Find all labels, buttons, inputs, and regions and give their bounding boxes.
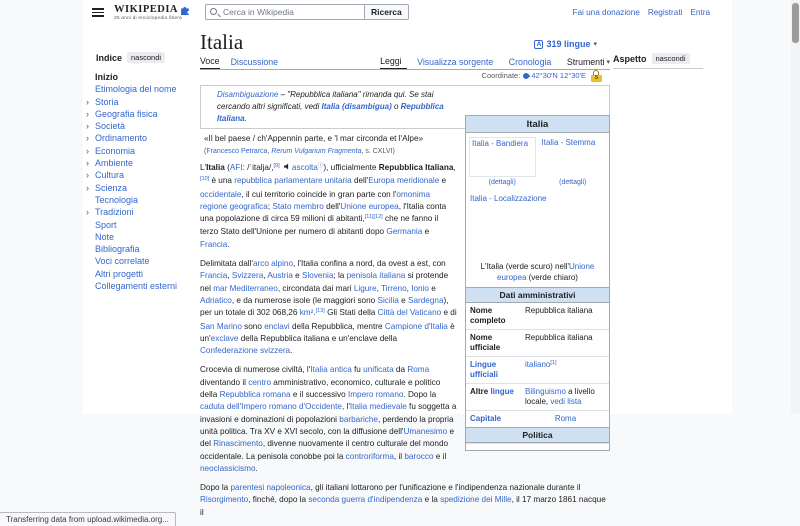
stemma-details-link[interactable]: (dettagli) (559, 179, 587, 186)
wiki-link[interactable]: Umanesimo (403, 426, 448, 436)
infobox-row-label (466, 386, 522, 408)
toc-item-label[interactable]: Etimologia del nome (95, 84, 177, 95)
coordinates-label: Coordinate: (481, 71, 521, 80)
infobox-stemma-cell (540, 137, 607, 189)
toc-item-label[interactable]: Voci correlate (95, 256, 150, 267)
text-run: che ne fanno il terzo Stato dell'Unione per numero di abitanti dopo (200, 214, 439, 237)
toc-item-label[interactable]: Società (95, 121, 126, 132)
infobox-section-admin: Dati amministrativi (466, 287, 609, 303)
logo-wordmark: WIKIPEDIA (114, 4, 179, 15)
toc-item-label[interactable]: Storia (95, 96, 119, 107)
wiki-link[interactable]: [10] (200, 176, 210, 183)
wiki-link[interactable]: Austria (267, 271, 293, 281)
infobox-row-value (522, 305, 609, 327)
site-header (83, 0, 732, 26)
text-run: e (398, 295, 408, 305)
wiki-link[interactable]: Rinascimento (213, 439, 263, 449)
view-tabs (380, 56, 610, 69)
toc-item-label[interactable]: Tecnologia (95, 194, 139, 205)
search-icon (210, 8, 217, 15)
stemma-image-link[interactable]: Italia - Stemma (541, 138, 596, 147)
coordinates-line (200, 70, 610, 85)
wiki-link[interactable]: Italia antica (310, 365, 352, 375)
wikipedia-page-container (83, 0, 732, 517)
wiki-link[interactable]: Unione europea (340, 201, 399, 211)
text-run: ), ufficialmente (323, 163, 379, 172)
text-run: . (255, 463, 258, 473)
wiki-link[interactable]: Impero romano (347, 390, 404, 400)
expand-chevron-icon[interactable] (86, 182, 95, 194)
wiki-link[interactable]: Repubblica romana (219, 390, 291, 400)
text-run: Nome completo (470, 306, 506, 325)
article-tabs (200, 55, 610, 70)
toc-item[interactable] (86, 169, 196, 181)
wiki-link[interactable]: Ionio (411, 283, 429, 293)
wiki-link[interactable]: Lingue ufficiali (470, 360, 499, 379)
toc-item[interactable] (86, 243, 196, 255)
text-run: e il (433, 451, 447, 461)
toc-hide-button[interactable]: nascondi (127, 52, 165, 63)
puzzle-globe-icon (180, 4, 191, 15)
infobox-title: Italia (466, 116, 609, 133)
infobox (465, 115, 610, 451)
text-run: , il 17 marzo 1861 nacque il (200, 495, 606, 517)
expand-chevron-icon[interactable] (86, 145, 95, 157)
wiki-link[interactable]: [13] (315, 308, 325, 315)
protection-padlock-icon[interactable]: S (591, 70, 602, 82)
expand-chevron-icon[interactable] (86, 206, 95, 218)
wiki-link[interactable]: Slovenia (301, 271, 334, 281)
toc-item-label[interactable]: Tradizioni (95, 207, 134, 218)
toc-item[interactable] (86, 231, 196, 243)
infobox-row-value (522, 332, 609, 354)
text-run: , il cui territorio coincide in gran parte con l' (241, 189, 397, 199)
toc-item-label[interactable]: Ordinamento (95, 133, 148, 144)
text-run: , gli italiani lottarono per l'unificazione e l'indipendenza nazionale durante il (310, 483, 581, 493)
toc-item[interactable] (86, 108, 196, 120)
tab[interactable]: Cronologia (508, 56, 552, 67)
text-run: dell' (351, 176, 369, 186)
text-run: , l'Italia conta una popolazione di circa 59 milioni di abitanti, (200, 201, 447, 224)
toc-item-label[interactable]: Sport (95, 219, 117, 230)
chevron-down-icon (606, 58, 610, 66)
toc-item[interactable] (86, 206, 196, 218)
search-bar (205, 4, 409, 20)
infobox-section-politics: Politica (466, 427, 609, 443)
infobox-rows (466, 303, 609, 427)
text-run: ; (267, 201, 273, 211)
appearance-title: Aspetto (613, 53, 647, 64)
wiki-link[interactable]: Italia (disambigua) (321, 102, 392, 111)
text-run: e (428, 283, 436, 293)
toc-item-label[interactable]: Scienza (95, 182, 128, 193)
chevron-down-icon (593, 40, 597, 48)
text-run: amministrativo, economico, culturale e politico della (200, 377, 441, 400)
wiki-link[interactable]: Ligure (353, 283, 377, 293)
wiki-link[interactable]: lingue (490, 387, 515, 396)
toc-item[interactable] (86, 255, 196, 267)
wiki-link[interactable]: repubblica parlamentare unitaria (234, 176, 352, 186)
wiki-link[interactable]: Francesco Petrarca (206, 148, 268, 155)
expand-chevron-icon[interactable] (86, 96, 95, 108)
toc-item[interactable] (86, 157, 196, 169)
text-run: , s. CXLVI) (361, 148, 395, 155)
text-run: Altre (470, 387, 491, 396)
search-box[interactable] (205, 4, 365, 20)
text-run: e il successivo (290, 390, 348, 400)
tab[interactable]: Strumenti ▾ (567, 57, 610, 69)
infobox-row-label (466, 413, 522, 425)
wiki-link[interactable]: exclave (210, 333, 239, 343)
text-run: Dopo la (200, 483, 231, 493)
namespace-tabs (200, 56, 278, 69)
text-run: , (376, 283, 381, 293)
toc-item-label[interactable]: Altri progetti (95, 268, 144, 279)
text-run: Repubblica Italiana (378, 163, 454, 172)
expand-chevron-icon[interactable] (86, 108, 95, 120)
wiki-link[interactable]: Svizzera (231, 271, 264, 281)
text-run: Nome ufficiale (470, 333, 501, 352)
text-run: . (313, 308, 316, 318)
text-run: e del (200, 426, 455, 449)
text-run: diventando il (200, 377, 249, 387)
text-run: , l' (341, 402, 350, 412)
wiki-link[interactable]: Confederazione svizzera (200, 346, 291, 356)
wiki-link[interactable]: Sardegna (408, 295, 444, 305)
infobox-row-label (466, 359, 522, 381)
appearance-panel-header (613, 53, 703, 69)
toc-item[interactable] (86, 194, 196, 206)
toc-item-label[interactable]: Bibliografia (95, 244, 140, 255)
page-title: Italia (200, 30, 244, 54)
text-run: , (267, 148, 272, 155)
text-run: , e da numerose isole (le maggiori sono (231, 295, 378, 305)
text-run: ; la (333, 271, 347, 281)
wiki-link[interactable]: ⓘ (317, 163, 324, 169)
wiki-link[interactable]: omonima regione geografica (200, 189, 431, 211)
infobox-row-value (522, 359, 609, 381)
wiki-link[interactable]: Adriatico (200, 295, 232, 305)
personal-links (572, 8, 710, 17)
wiki-link[interactable]: Francia (200, 271, 228, 281)
text-run: ), per un totale di 302 068,26 (200, 295, 449, 318)
text-run: sono (241, 321, 265, 331)
text-run: . (227, 239, 230, 249)
expand-chevron-icon[interactable] (86, 132, 95, 144)
text-run: e di (441, 308, 457, 318)
toc-list (86, 71, 196, 292)
infobox-row (466, 410, 609, 427)
paragraph (200, 482, 610, 519)
infobox-map-cell (466, 191, 609, 262)
text-run: (verde chiaro) (526, 272, 578, 282)
text-run: Repubblica italiana (525, 333, 593, 342)
toc-item-label[interactable]: Economia (95, 145, 136, 156)
text-run: «Il bel paese / ch'Appennin parte, e 'l mar circonda et l'Alpe» (204, 134, 424, 143)
wiki-link[interactable]: italiano (525, 360, 551, 369)
header-link[interactable]: Registrati (647, 8, 683, 17)
wiki-link[interactable]: [11][12] (364, 214, 383, 221)
text-run: è una (209, 176, 235, 186)
infobox-row (466, 356, 609, 383)
audio-icon[interactable] (284, 163, 291, 170)
text-run: , il (393, 451, 405, 461)
wiki-link[interactable]: controriforma (345, 451, 394, 461)
toc-item[interactable] (86, 280, 196, 292)
toc-item-label[interactable]: Geografia fisica (95, 108, 158, 119)
wiki-link[interactable]: occidentale (200, 189, 242, 199)
text-run: o (391, 102, 401, 111)
wiki-link[interactable]: Disambiguazione (217, 90, 279, 99)
language-selector[interactable] (534, 39, 597, 49)
wiki-link[interactable]: parentesi napoleonica (230, 483, 311, 493)
header-link[interactable]: Fai una donazione (572, 8, 640, 17)
hamburger-menu-icon[interactable] (92, 8, 104, 17)
text-run: dell' (323, 201, 341, 211)
infobox-row (466, 303, 609, 329)
infobox-map-caption (466, 262, 609, 287)
tab[interactable]: Leggi (380, 56, 407, 69)
text-run: , circondata dai mari (277, 283, 354, 293)
expand-chevron-icon[interactable] (86, 120, 95, 132)
text-run: fu (351, 365, 364, 375)
wiki-link[interactable]: arco alpino (252, 259, 294, 269)
toc-title: Indice (96, 52, 123, 63)
toc-item[interactable] (86, 219, 196, 231)
text-run: : /ˈitalja/, (242, 163, 274, 172)
wiki-link[interactable]: enclavi (264, 321, 290, 331)
toc-item[interactable] (86, 182, 196, 194)
text-run: L' (200, 163, 207, 172)
text-run: – "Repubblica italiana" rimanda qui. Se stai cercando altri significati, vedi (217, 90, 434, 111)
text-run: , perdendo la propria unità politica. Tra XV e XVI secolo, con la diffusione dell' (200, 414, 454, 436)
expand-chevron-icon[interactable] (86, 169, 95, 181)
coordinates-value[interactable]: 42°30′N 12°30′E (531, 71, 586, 80)
flag-image-link[interactable]: Italia - Bandiera (472, 139, 529, 148)
text-run: si protende nel (200, 271, 449, 293)
text-run: Italia (206, 163, 225, 172)
text-run: della Repubblica italiana e un'enclave della (238, 333, 398, 343)
text-run: , (227, 271, 232, 281)
text-run: e la (422, 495, 441, 505)
wiki-link[interactable]: caduta dell'Impero romano d'Occidente (200, 402, 342, 412)
text-run: , (263, 271, 268, 281)
map-pin-icon (522, 72, 530, 80)
wiki-link[interactable]: Francia (200, 239, 228, 249)
text-run: Repubblica italiana (525, 306, 593, 315)
toc-item[interactable] (86, 120, 196, 132)
infobox-row-value (522, 413, 609, 425)
language-icon: A (534, 40, 543, 49)
toc-item[interactable] (86, 145, 196, 157)
wiki-link[interactable]: Roma (554, 414, 577, 423)
text-run: , (453, 163, 456, 172)
wiki-link[interactable]: spedizione dei Mille (440, 495, 512, 505)
wiki-link[interactable]: Repubblica Italiana (217, 102, 444, 123)
tab[interactable]: Voce (200, 56, 220, 69)
wiki-link[interactable]: Bilinguismo (525, 387, 566, 396)
wiki-link[interactable]: neoclassicismo (200, 463, 256, 473)
text-run: da (393, 365, 408, 375)
toc-item-label[interactable]: Ambiente (95, 158, 134, 169)
text-run: , divenne nuovamente il centro culturale del mondo occidentale. La penisola conobbe poi la (200, 439, 449, 461)
scrollbar-track[interactable] (791, 0, 800, 414)
wiki-link[interactable]: Capitale (470, 414, 502, 423)
infobox-row-label (466, 305, 522, 327)
infobox-row (466, 329, 609, 356)
wiki-link[interactable]: Rerum Vulgarium Fragmenta (271, 148, 362, 155)
wiki-link[interactable]: Risorgimento (200, 495, 249, 505)
text-run: , (406, 283, 412, 293)
search-button[interactable]: Ricerca (365, 4, 409, 20)
infobox-flag-cell (469, 137, 536, 189)
wiki-link[interactable]: seconda guerra d'indipendenza (308, 495, 423, 505)
text-run: . (290, 346, 293, 356)
wiki-link[interactable]: Germania (386, 227, 423, 237)
infobox-row-value (522, 386, 609, 408)
wiki-link[interactable]: mar Mediterraneo (213, 283, 278, 293)
browser-status-bar: Transferring data from upload.wikimedia.org... (0, 512, 176, 526)
text-run: e (422, 227, 430, 237)
tab[interactable]: Visualizza sorgente (417, 56, 494, 67)
wiki-link[interactable]: Europa meridionale (368, 176, 440, 186)
text-run: L'Italia (verde scuro) nell' (480, 262, 570, 271)
text-run: e (292, 271, 302, 281)
toc-item[interactable] (86, 83, 196, 95)
wiki-link[interactable]: Roma (407, 365, 430, 375)
flag-details-link[interactable]: (dettagli) (488, 179, 516, 186)
text-run: Delimitata dall' (200, 259, 253, 269)
map-image-link[interactable]: Italia - Localizzazione (470, 194, 547, 203)
header-link[interactable]: Entra (690, 8, 710, 17)
wiki-link[interactable]: centro (248, 377, 272, 387)
wiki-link[interactable]: San Marino (200, 321, 242, 331)
text-run: . (244, 114, 247, 123)
text-run: ( (204, 148, 207, 155)
wiki-link[interactable]: Città del Vaticano (377, 308, 442, 318)
wiki-link[interactable]: km² (299, 308, 314, 318)
wiki-link[interactable]: penisola italiana (346, 271, 406, 281)
wiki-link[interactable]: Sicilia (377, 295, 399, 305)
appearance-hide-button[interactable]: nascondi (652, 53, 690, 64)
text-run: Gli Stati della (324, 308, 378, 318)
toc-item-label[interactable]: Collegamenti esterni (95, 281, 178, 292)
wiki-link[interactable]: unificata (363, 365, 394, 375)
text-run: a livello locale, (525, 387, 595, 406)
toc-item-label[interactable]: Inizio (95, 72, 118, 82)
wiki-link[interactable]: barbariche (339, 414, 378, 424)
text-run: è un' (200, 321, 455, 343)
text-run: e (439, 176, 447, 186)
wiki-link[interactable]: barocco (404, 451, 434, 461)
scrollbar-thumb[interactable] (792, 3, 799, 43)
text-run: , l'Italia confina a nord, da ovest a est, con (293, 259, 446, 269)
text-run: , finché, dopo la (248, 495, 309, 505)
text-run: Crocevia di numerose civiltà, l' (200, 365, 311, 375)
wiki-link[interactable]: [9] (273, 163, 280, 169)
infobox-row (466, 383, 609, 410)
wiki-link[interactable]: Italia medievale (349, 402, 407, 412)
table-of-contents (86, 52, 196, 292)
wiki-link[interactable]: Stato membro (272, 201, 324, 211)
expand-chevron-icon[interactable] (86, 157, 95, 169)
logo-tagline: 25 anni di enciclopedia libera (114, 16, 182, 21)
wiki-link[interactable]: Tirreno (381, 283, 407, 293)
wiki-link[interactable]: vedi lista (550, 397, 582, 406)
wiki-link[interactable]: [1] (550, 360, 557, 366)
toc-item[interactable] (86, 71, 196, 83)
infobox-row-label (466, 332, 522, 354)
text-run: ( (224, 163, 230, 172)
wiki-link[interactable]: ascolta (291, 163, 318, 172)
toc-item-label[interactable]: Cultura (95, 170, 125, 181)
text-run: fu soggetta a invasioni e dominazioni di popolazioni (200, 402, 457, 424)
text-run: . Dopo la (403, 390, 437, 400)
toc-item-label[interactable]: Note (95, 231, 115, 242)
article-content (200, 70, 610, 526)
language-count-label: 319 lingue (546, 39, 591, 49)
wikipedia-logo[interactable] (114, 4, 191, 21)
toc-item[interactable] (86, 132, 196, 144)
tab[interactable]: Discussione (230, 56, 279, 67)
wiki-link[interactable]: Unione europea (497, 262, 595, 282)
toc-item[interactable] (86, 96, 196, 108)
text-run: della Repubblica, mentre (289, 321, 385, 331)
wiki-link[interactable]: Campione d'Italia (384, 321, 448, 331)
wiki-link[interactable]: AFI (229, 163, 243, 172)
search-input[interactable] (223, 5, 363, 19)
toc-item[interactable] (86, 268, 196, 280)
